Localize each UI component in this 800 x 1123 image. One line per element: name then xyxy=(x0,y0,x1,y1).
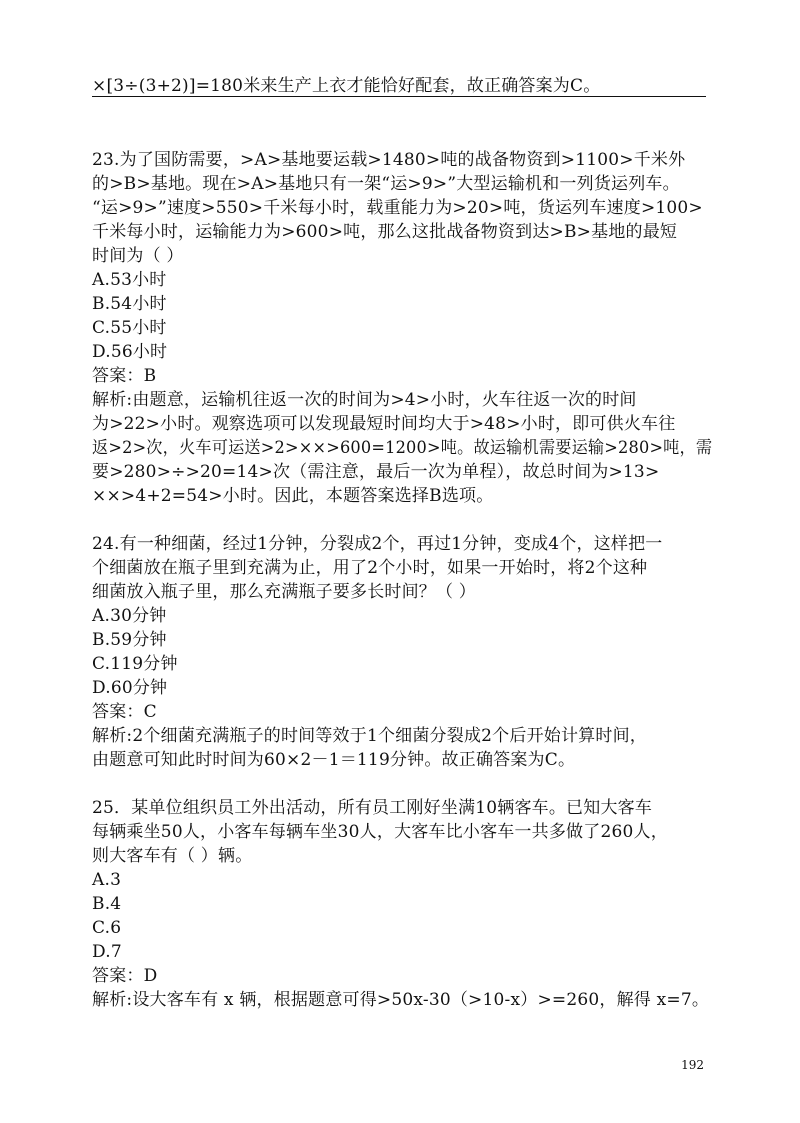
option-d: D.56小时 xyxy=(92,342,168,362)
question-text-line: 的>B>基地。现在>A>基地只有一架“运>9>”大型运输机和一列货运列车。 xyxy=(92,174,680,194)
option-c: C.6 xyxy=(92,918,122,938)
analysis-line: 返>2>次，火车可运送>2>××>600=1200>吨。故运输机需要运输>280>吨，需 xyxy=(92,438,713,458)
header-rule xyxy=(92,96,706,97)
option-d: D.7 xyxy=(92,942,122,962)
option-a: A.53小时 xyxy=(92,270,167,290)
option-a: A.30分钟 xyxy=(92,606,167,626)
analysis-line: 解析:由题意，运输机往返一次的时间为>4>小时，火车往返一次的时间 xyxy=(92,390,637,410)
question-text-line: 23.为了国防需要，>A>基地要运载>1480>吨的战备物资到>1100>千米外 xyxy=(92,150,686,170)
option-b: B.59分钟 xyxy=(92,630,167,650)
analysis-line: 解析:2个细菌充满瓶子的时间等效于1个细菌分裂成2个后开始计算时间， xyxy=(92,726,647,746)
question-text-line: “运>9>”速度>550>千米每小时，载重能力为>20>吨，货运列车速度>100> xyxy=(92,198,703,218)
analysis-line: ××>4+2=54>小时。因此，本题答案选择B选项。 xyxy=(92,486,494,506)
question-text-line: 25．某单位组织员工外出活动，所有员工刚好坐满10辆客车。已知大客车 xyxy=(92,798,653,818)
question-text-line: 千米每小时，运输能力为>600>吨，那么这批战备物资到达>B>基地的最短 xyxy=(92,222,678,242)
answer-line: 答案：D xyxy=(92,966,158,986)
page-number: 192 xyxy=(681,1058,704,1072)
question-text-line: 每辆乘坐50人，小客车每辆车坐30人，大客车比小客车一共多做了260人， xyxy=(92,822,668,842)
analysis-line: 解析:设大客车有 x 辆，根据题意可得>50x-30（>10-x）>=260，解得 x=7。 xyxy=(92,990,710,1010)
option-a: A.3 xyxy=(92,870,122,890)
question-text-line: 细菌放入瓶子里，那么充满瓶子要多长时间？（ ） xyxy=(92,582,477,602)
option-b: B.4 xyxy=(92,894,122,914)
answer-line: 答案：B xyxy=(92,366,157,386)
analysis-line: 由题意可知此时时间为60×2－1＝119分钟。故正确答案为C。 xyxy=(92,750,576,770)
question-text-line: 则大客车有（ ）辆。 xyxy=(92,846,253,866)
option-d: D.60分钟 xyxy=(92,678,168,698)
analysis-line: 要>280>÷>20=14>次（需注意，最后一次为单程），故总时间为>13> xyxy=(92,462,660,482)
question-text-line: 24.有一种细菌，经过1分钟，分裂成2个，再过1分钟，变成4个，这样把一 xyxy=(92,534,663,554)
question-text-line: 时间为（ ） xyxy=(92,246,184,266)
option-b: B.54小时 xyxy=(92,294,167,314)
option-c: C.119分钟 xyxy=(92,654,178,674)
question-text-line: 个细菌放在瓶子里到充满为止，用了2个小时，如果一开始时，将2个这种 xyxy=(92,558,648,578)
analysis-line: 为>22>小时。观察选项可以发现最短时间均大于>48>小时，即可供火车往 xyxy=(92,414,676,434)
continued-line: ×[3÷(3+2)]=180米来生产上衣才能恰好配套，故正确答案为C。 xyxy=(92,76,601,96)
answer-line: 答案：C xyxy=(92,702,157,722)
option-c: C.55小时 xyxy=(92,318,167,338)
